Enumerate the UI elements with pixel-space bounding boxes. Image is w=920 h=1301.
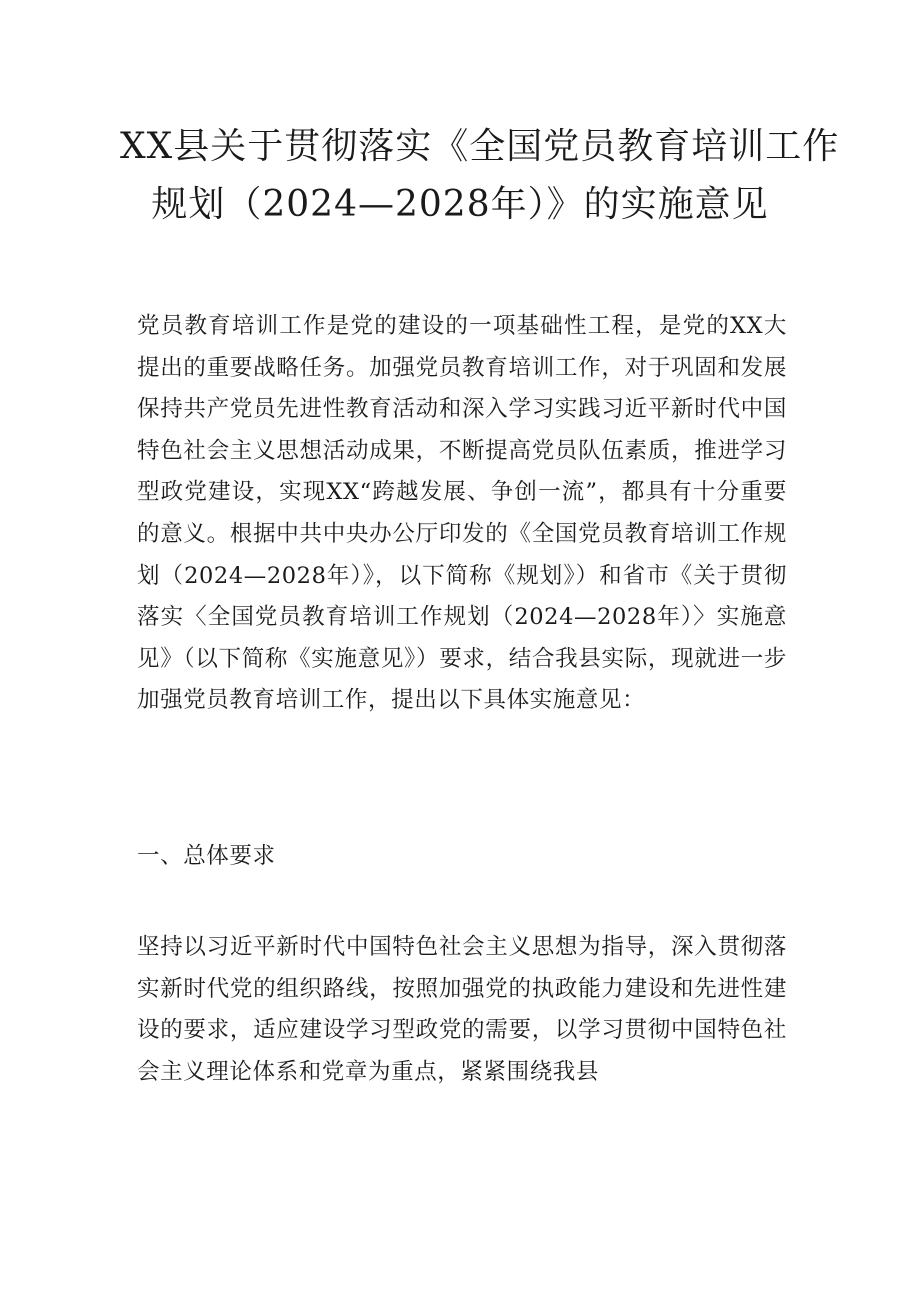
- title-line-1: XX县关于贯彻落实《全国党员教育培训工作: [120, 126, 840, 167]
- general-requirements-paragraph: 坚持以习近平新时代中国特色社会主义思想为指导，深入贯彻落实新时代党的组织路线，按照加强党的执政能力建设和先进性建设的要求，适应建设学习型政党的需要，以学习贯彻中国特色社会主义理论体系和党章为重点，紧紧围绕我县: [137, 934, 787, 1085]
- section-heading-general-requirements: 一、总体要求: [137, 843, 276, 869]
- document-title: [120, 118, 840, 234]
- intro-paragraph: 党员教育培训工作是党的建设的一项基础性工程，是党的XX大提出的重要战略任务。加强党员教育培训工作，对于巩固和发展保持共产党员先进性教育活动和深入学习实践习近平新时代中国特色社会主义思想活动成果，不断提高党员队伍素质，推进学习型政党建设，实现XX“跨越发展、争创一流”，都具有十分重要的意义。根据中共中央办公厅印发的《全国党员教育培训工作规划（2024—2028年）》，以下简称《规划》）和省市《关于贯彻落实〈全国党员教育培训工作规划（2024—2028年）〉实施意见》（以下简称《实施意见》）要求，结合我县实际，现就进一步加强党员教育培训工作，提出以下具体实施意见：: [137, 313, 787, 714]
- title-line-2: 规划（2024—2028年）》的实施意见: [151, 184, 769, 225]
